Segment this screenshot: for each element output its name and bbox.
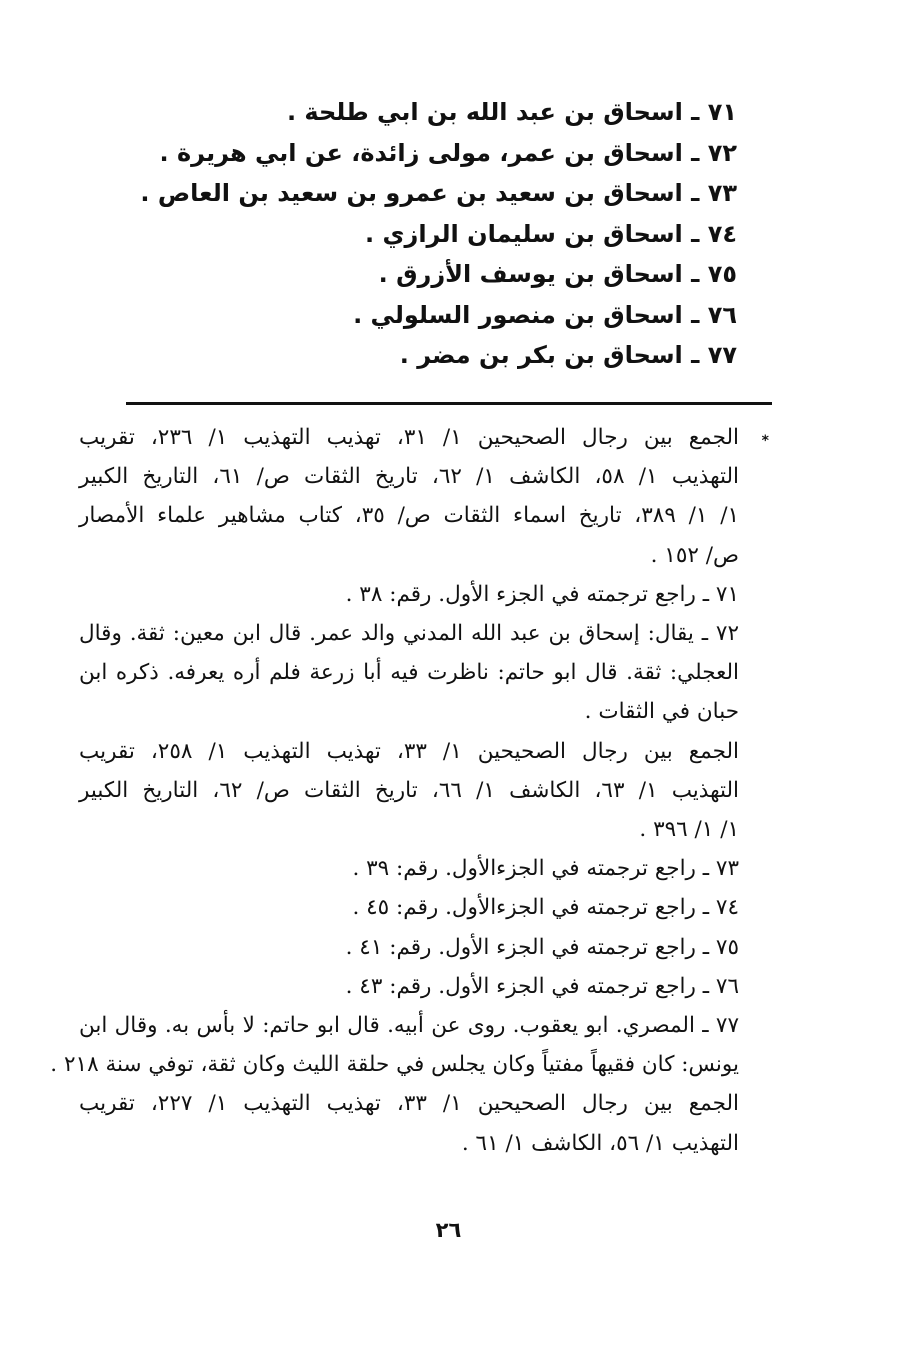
footnote-line: ٧٢ ـ يقال: إسحاق بن عبد الله المدني والد عمر. قال ابن معين: ثقة. وقال [79,621,739,647]
footnote-line: الجمع بين رجال الصحيحين ١/ ٣٣، تهذيب التهذيب ١/ ٢٥٨، تقريب [79,738,740,764]
footnote-75: ٧٥ ـ راجع ترجمته في الجزء الأول. رقم: ٤١ . [345,934,739,960]
footnote-73: ٧٣ ـ راجع ترجمته في الجزءالأول. رقم: ٣٩ . [352,856,739,882]
footnotes [50,418,769,1163]
page-number: ٢٦ [435,1218,462,1242]
list-item: ٧٧ ـ اسحاق بن بكر بن مضر . [399,341,737,369]
footnote-line: ١/ ١/ ٣٨٩، تاريخ اسماء الثقات ص/ ٣٥، كتاب مشاهير علماء الأمصار [79,503,739,529]
footnote-marker: * [761,433,769,449]
footnote-72-source [79,732,739,850]
footnote-77-source [79,1084,739,1162]
footnote-line: يونس: كان فقيهاً مفتياً وكان يجلس في حلقة الليث وكان ثقة، توفي سنة ٢١٨ . [50,1052,739,1078]
footnote-line: ١/ ١/ ٣٩٦ . [639,817,739,843]
footnote-general-source [79,418,769,575]
list-item: ٧٦ ـ اسحاق بن منصور السلولي . [353,300,737,329]
footnote-line: حبان في الثقات . [584,699,739,725]
footnote-72 [79,614,739,732]
list-item: ٧٤ ـ اسحاق بن سليمان الرازي . [365,219,737,248]
footnote-76: ٧٦ ـ راجع ترجمته في الجزء الأول. رقم: ٤٣ . [345,973,739,999]
footnote-74: ٧٤ ـ راجع ترجمته في الجزءالأول. رقم: ٤٥ . [352,895,739,921]
footnote-line: الجمع بين رجال الصحيحين ١/ ٣١، تهذيب التهذيب ١/ ٢٣٦، تقريب [79,425,740,450]
footnote-77 [50,1006,739,1084]
footnote-divider [126,402,772,405]
list-item: ٧٢ ـ اسحاق بن عمر، مولى زائدة، عن ابي هريرة . [159,138,737,167]
list-item: ٧١ ـ اسحاق بن عبد الله بن ابي طلحة . [286,98,737,126]
narrator-list [97,92,737,376]
footnote-line: التهذيب ١/ ٥٦، الكاشف ١/ ٦١ . [461,1130,739,1156]
footnote-71: ٧١ ـ راجع ترجمته في الجزء الأول. رقم: ٣٨ . [345,581,739,607]
footnote-line: التهذيب ١/ ٥٨، الكاشف ١/ ٦٢، تاريخ الثقات ص/ ٦١، التاريخ الكبير [79,464,739,490]
list-item: ٧٥ ـ اسحاق بن يوسف الأزرق . [378,260,737,288]
footnote-line: التهذيب ١/ ٦٣، الكاشف ١/ ٦٦، تاريخ الثقات ص/ ٦٢، التاريخ الكبير [79,777,739,803]
footnote-line: الجمع بين رجال الصحيحين ١/ ٣٣، تهذيب التهذيب ١/ ٢٢٧، تقريب [79,1091,740,1117]
list-item: ٧٣ ـ اسحاق بن سعيد بن عمرو بن سعيد بن العاص . [140,179,737,207]
footnote-line: العجلي: ثقة. قال ابو حاتم: ناظرت فيه أبا زرعة فلم أره يعرفه. ذكره ابن [79,660,739,686]
footnote-line: ٧٧ ـ المصري. ابو يعقوب. روى عن أبيه. قال ابو حاتم: لا بأس به. وقال ابن [79,1013,739,1039]
footnote-line: ص/ ١٥٢ . [650,542,739,568]
